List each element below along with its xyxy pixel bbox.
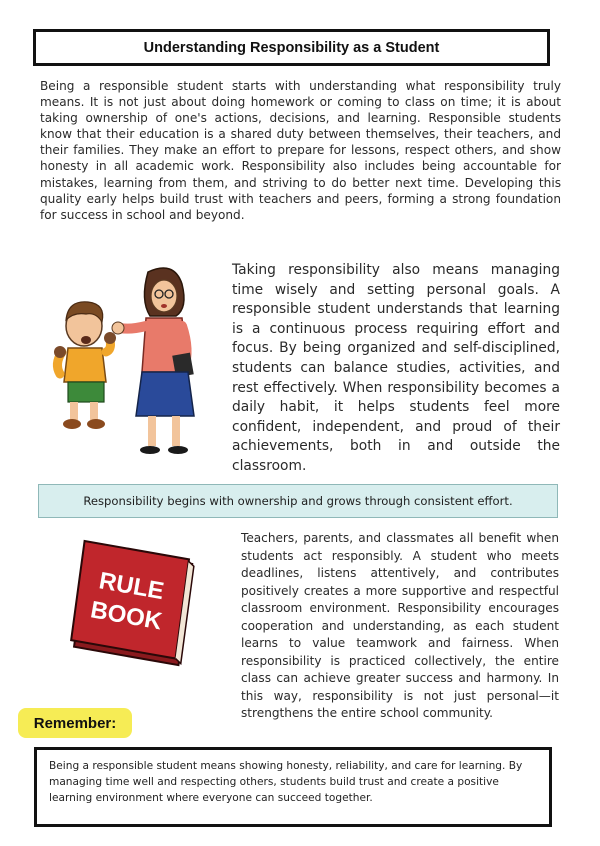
second-paragraph: Taking responsibility also means managing time wisely and setting personal goals. A responsible student understands that learning is a continuous process requiring effort and focus. By being organized and self-disciplined, students can balance studies, activities, and rest effectively. When responsibility becomes a daily habit, it helps students feel more confident, independent, and proud of their achievements, both in and outside the classroom. xyxy=(232,262,560,474)
book-title-line2: BOOK xyxy=(88,596,165,636)
page-title: Understanding Responsibility as a Student xyxy=(143,39,440,56)
teacher-figure xyxy=(112,268,194,454)
quote-text: Responsibility begins with ownership and grows through consistent effort. xyxy=(83,494,513,508)
remember-box xyxy=(34,747,552,827)
child-figure xyxy=(54,302,116,429)
title-box xyxy=(33,29,550,66)
rule-book-illustration xyxy=(56,538,206,674)
remember-text: Being a responsible student means showing honesty, reliability, and care for learning. By managing time well and respecting others, students build trust and create a positive learning environment where everyone can succeed together. xyxy=(49,760,523,804)
remember-label: Remember: xyxy=(33,714,117,732)
teacher-student-illustration xyxy=(48,260,234,460)
intro-paragraph: Being a responsible student starts with understanding what responsibility truly means. It is not just about doing homework or coming to class on time; it is about taking ownership of one's actions, decisions, and learning. Responsible students know that their education is a shared duty between themselves, their teachers, and their families. They make an effort to prepare for lessons, respect others, and show honesty in all academic work. Responsibility also includes being accountable for mistakes, learning from them, and striving to do better next time. Developing this quality early helps build trust with teachers and peers, forming a strong foundation for success in school and beyond. xyxy=(40,79,561,222)
book-title-line1: RULE xyxy=(96,567,166,606)
quote-callout xyxy=(38,484,558,518)
third-paragraph: Teachers, parents, and classmates all benefit when students act responsibly. A student who meets deadlines, listens attentively, and contributes positively creates a more supportive and respectful classroom environment. Responsibility encourages cooperation and understanding, as each student learns to value teamwork and fairness. When responsibility is practiced collectively, the entire class can achieve greater success and harmony. In this way, responsibility is not just personal—it strengthens the entire school community. xyxy=(241,531,559,720)
remember-badge xyxy=(18,708,132,738)
